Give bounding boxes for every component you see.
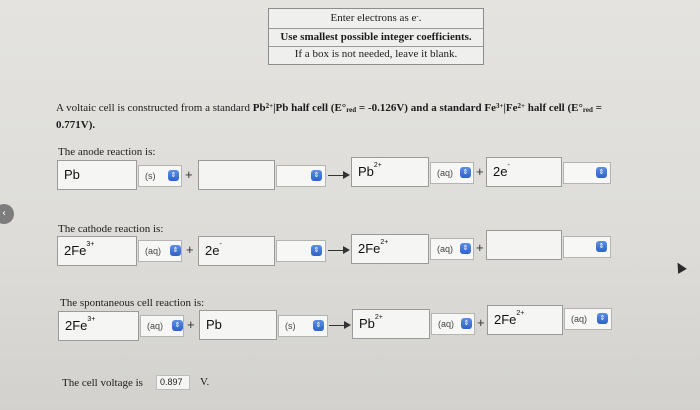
plus-sign: + [186, 242, 194, 257]
plus-sign: + [187, 317, 195, 332]
cursor-icon [673, 260, 687, 274]
plus-sign: + [185, 167, 193, 182]
overall-reactant2-input[interactable]: Pb [199, 310, 277, 340]
overall-product2-state-select[interactable]: (aq) [564, 308, 612, 330]
overall-product1-input[interactable]: $Pb^{2+}$ [352, 309, 430, 339]
plus-sign: + [476, 164, 484, 179]
cathode-reactant2-input[interactable]: 2e- [198, 236, 275, 266]
select-stepper-icon[interactable]: ⇕ [597, 313, 608, 324]
voltage-label: The cell voltage is [62, 377, 143, 389]
plus-sign: + [476, 240, 484, 255]
instruction-blank: If a box is not needed, leave it blank. [294, 48, 458, 60]
select-stepper-icon[interactable]: ⇕ [168, 170, 179, 181]
select-stepper-icon[interactable]: ⇕ [172, 320, 183, 331]
problem-statement-line2: 0.771V). [56, 119, 96, 131]
select-stepper-icon[interactable]: ⇕ [311, 245, 322, 256]
reaction-arrow-head [343, 246, 350, 254]
voltage-unit: V. [200, 376, 210, 388]
anode-label: The anode reaction is: [58, 146, 156, 158]
cathode-reactant1-state-select[interactable]: (aq) [138, 240, 182, 262]
select-stepper-icon[interactable]: ⇕ [596, 241, 607, 252]
anode-product1-state-select[interactable]: (aq) [430, 162, 474, 184]
instruction-coefficients: Use smallest possible integer coefficients. [269, 28, 483, 47]
cathode-product2-input[interactable] [486, 230, 562, 260]
cathode-reactant1-input[interactable]: $2Fe^{3+}$ [57, 236, 137, 266]
select-stepper-icon[interactable]: ⇕ [461, 318, 472, 329]
anode-reactant1-input[interactable]: Pb [57, 160, 137, 190]
chevron-left-icon[interactable]: ‹ [0, 204, 14, 224]
select-stepper-icon[interactable]: ⇕ [596, 167, 607, 178]
reaction-arrow [329, 325, 345, 326]
reaction-arrow-head [344, 321, 351, 329]
select-stepper-icon[interactable]: ⇕ [460, 243, 471, 254]
overall-product1-state-select[interactable]: (aq) [431, 313, 475, 335]
select-stepper-icon[interactable]: ⇕ [460, 167, 471, 178]
anode-product2-input[interactable]: 2e- [486, 157, 562, 187]
plus-sign: + [477, 315, 485, 330]
select-stepper-icon[interactable]: ⇕ [313, 320, 324, 331]
cathode-product1-state-select[interactable]: (aq) [430, 238, 474, 260]
cathode-label: The cathode reaction is: [58, 223, 164, 235]
overall-label: The spontaneous cell reaction is: [60, 297, 205, 309]
voltage-input[interactable]: 0.897 [156, 375, 190, 390]
problem-statement-line1: A voltaic cell is constructed from a standard $Pb^{2+}|Pb$ half cell $(E^\circ_{red} = -0.126V)$ and a standard $Fe^{3+}|Fe^{2+}$ half cell ($E^\circ_{red}$ = [56, 102, 602, 114]
overall-reactant1-input[interactable]: $2Fe^{3+}$ [58, 311, 139, 341]
reaction-arrow [328, 175, 344, 176]
anode-reactant2-input[interactable] [198, 160, 275, 190]
instructions-box [268, 8, 484, 65]
overall-reactant2-state-select[interactable]: (s) [278, 315, 328, 337]
overall-product2-input[interactable]: $2Fe^{2+}$ [487, 305, 563, 335]
reaction-arrow [328, 250, 344, 251]
instruction-electrons: Enter electrons as e-. [330, 12, 422, 24]
reaction-arrow-head [343, 171, 350, 179]
select-stepper-icon[interactable]: ⇕ [170, 245, 181, 256]
select-stepper-icon[interactable]: ⇕ [311, 170, 322, 181]
anode-product1-input[interactable]: $Pb^{2+}$ [351, 157, 429, 187]
anode-reactant1-state-select[interactable]: (s) [138, 165, 182, 187]
cathode-product1-input[interactable]: $2Fe^{2+}$ [351, 234, 429, 264]
overall-reactant1-state-select[interactable]: (aq) [140, 315, 184, 337]
